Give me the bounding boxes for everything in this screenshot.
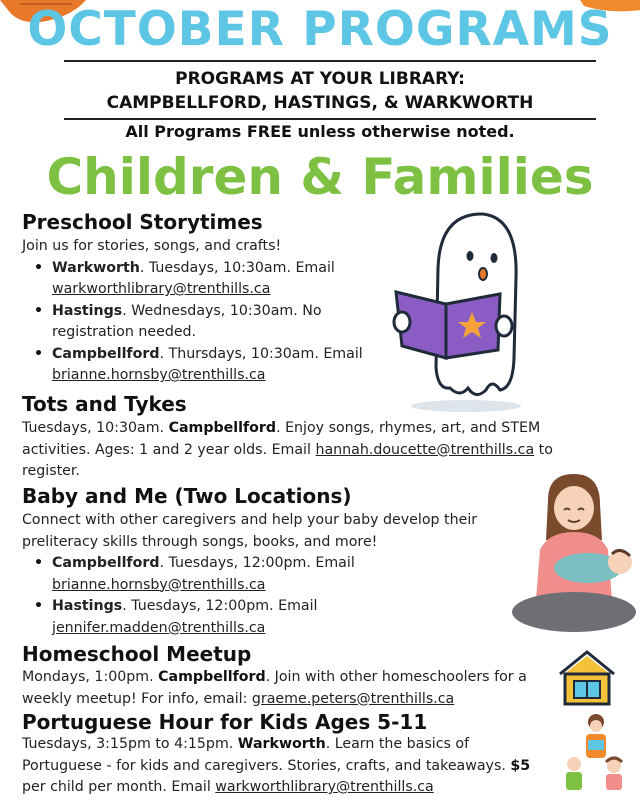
tots-heading: Tots and Tykes xyxy=(22,392,187,416)
section-title: Children & Families xyxy=(46,148,594,206)
baby-intro: Connect with other caregivers and help your baby develop their preliteracy skills through songs, books, and more! xyxy=(22,512,478,550)
email-link[interactable]: brianne.hornsby@trenthills.ca xyxy=(52,367,266,383)
homeschool-heading: Homeschool Meetup xyxy=(22,642,252,666)
list-item: • Hastings. Wednesdays, 10:30am. No registration needed. xyxy=(22,301,402,344)
preschool-intro: Join us for stories, songs, and crafts! xyxy=(22,238,282,254)
baby-section xyxy=(22,510,522,639)
list-item: • Hastings. Tuesdays, 12:00pm. Email jennifer.madden@trenthills.ca xyxy=(22,596,522,639)
email-link[interactable]: graeme.peters@trenthills.ca xyxy=(251,690,455,707)
email-link[interactable]: brianne.hornsby@trenthills.ca xyxy=(52,576,266,593)
email-link[interactable]: warkworthlibrary@trenthills.ca xyxy=(215,779,434,795)
divider xyxy=(64,118,596,120)
email-link[interactable]: warkworthlibrary@trenthills.ca xyxy=(52,281,271,297)
email-link[interactable]: hannah.doucette@trenthills.ca xyxy=(315,441,535,458)
mother-baby-icon xyxy=(508,470,640,638)
homeschool-description: Mondays, 1:00pm. Campbellford. Join with other homeschoolers for a weekly meetup! For info, email: graeme.peters@trenthills.ca xyxy=(22,669,527,707)
page-title: OCTOBER PROGRAMS xyxy=(27,2,613,57)
teacher-children-icon xyxy=(560,712,630,800)
preschool-heading: Preschool Storytimes xyxy=(22,210,263,234)
free-note: All Programs FREE unless otherwise noted. xyxy=(125,122,515,141)
divider xyxy=(64,60,596,62)
tots-description: Tuesdays, 10:30am. Campbellford. Enjoy songs, rhymes, art, and STEM activities. Ages: 1 and 2 year olds. Email hannah.doucette@trenthills.ca to register. xyxy=(22,420,553,479)
list-item: • Campbellford. Thursdays, 10:30am. Email brianne.hornsby@trenthills.ca xyxy=(22,344,402,387)
portuguese-description: Tuesdays, 3:15pm to 4:15pm. Warkworth. Learn the basics of Portuguese - for kids and caregivers. Stories, crafts, and takeaways. $5 per child per month. Email warkworthlibrary@trenthills.ca xyxy=(22,736,531,795)
list-item: • Warkworth. Tuesdays, 10:30am. Email warkworthlibrary@trenthills.ca xyxy=(22,258,402,301)
preschool-section xyxy=(22,236,402,387)
portuguese-heading: Portuguese Hour for Kids Ages 5-11 xyxy=(22,710,428,734)
baby-heading: Baby and Me (Two Locations) xyxy=(22,484,352,508)
library-house-icon xyxy=(556,648,618,708)
list-item: • Campbellford. Tuesdays, 12:00pm. Email brianne.hornsby@trenthills.ca xyxy=(22,553,522,596)
subtitle-line-1: PROGRAMS AT YOUR LIBRARY: xyxy=(175,69,465,89)
subtitle-line-2: CAMPBELLFORD, HASTINGS, & WARKWORTH xyxy=(106,93,534,113)
ghost-reading-icon xyxy=(388,208,528,413)
email-link[interactable]: jennifer.madden@trenthills.ca xyxy=(52,619,266,636)
